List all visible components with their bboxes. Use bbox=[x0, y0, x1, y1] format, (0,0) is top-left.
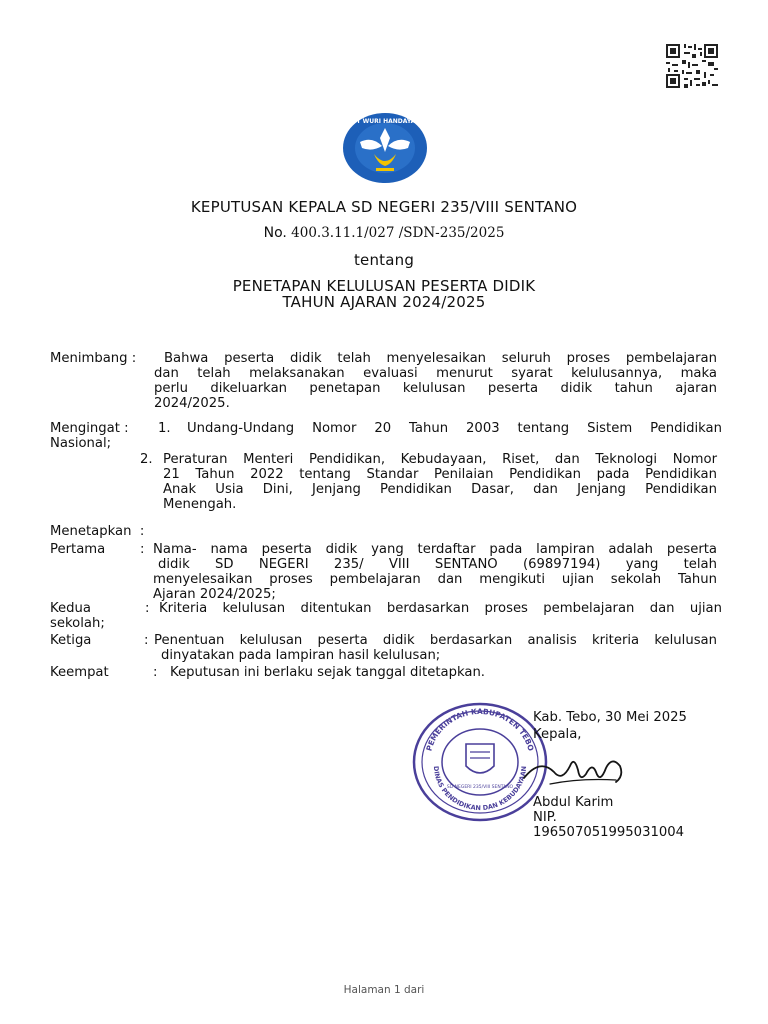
qr-code bbox=[666, 44, 718, 88]
kedua-sep: : bbox=[145, 601, 150, 616]
mengingat-item-1-num: 1. bbox=[158, 421, 171, 436]
mengingat-item-2-line-1: Peraturan Menteri Pendidikan, Kebudayaan, Riset, dan Teknologi Nomor bbox=[163, 452, 717, 467]
menimbang-line-3: perlu dikeluarkan penetapan kelulusan peserta didik tahun ajaran bbox=[154, 381, 717, 396]
document-number bbox=[0, 225, 768, 241]
mengingat-item-2-line-2: 21 Tahun 2022 tentang Standar Penilaian Pendidikan pada Pendidikan bbox=[163, 467, 717, 482]
kedua-line-1: Kriteria kelulusan ditentukan berdasarkan proses pembelajaran dan ujian bbox=[159, 601, 722, 616]
nip-value: 196507051995031004 bbox=[533, 825, 685, 840]
pertama-line-4: Ajaran 2024/2025; bbox=[153, 587, 276, 602]
mengingat-item-2-num: 2. bbox=[140, 452, 153, 467]
signature-place-date: Kab. Tebo, 30 Mei 2025 bbox=[533, 710, 687, 725]
menetapkan-label: Menetapkan : bbox=[50, 524, 145, 539]
stamp-center-text: SD NEGERI 235/VIII SENTANO bbox=[446, 785, 514, 790]
keempat-label: Keempat bbox=[50, 665, 109, 680]
signature-role: Kepala, bbox=[533, 727, 582, 742]
ketiga-line-2: dinyatakan pada lampiran hasil kelulusan; bbox=[161, 648, 441, 663]
ketiga-line-1: Penentuan kelulusan peserta didik berdasarkan analisis kriteria kelulusan bbox=[154, 633, 717, 648]
mengingat-item-1-line-2: Nasional; bbox=[50, 436, 112, 451]
pertama-line-1: Nama- nama peserta didik yang terdaftar pada lampiran adalah peserta bbox=[153, 542, 717, 557]
mengingat-item-1-line-1: Undang-Undang Nomor 20 Tahun 2003 tentang Sistem Pendidikan bbox=[187, 421, 722, 436]
handwritten-signature bbox=[520, 748, 630, 794]
pertama-line-3: menyelesaikan proses pembelajaran dan mengikuti ujian sekolah Tahun bbox=[153, 572, 717, 587]
pertama-line-2: didik SD NEGERI 235/ VIII SENTANO (69897194) yang telah bbox=[158, 557, 717, 572]
pertama-label: Pertama bbox=[50, 542, 106, 557]
menimbang-line-1: Bahwa peserta didik telah menyelesaikan seluruh proses pembelajaran bbox=[164, 351, 717, 366]
kedua-line-2: sekolah; bbox=[50, 616, 105, 631]
nip-label: NIP. bbox=[533, 810, 557, 825]
kedua-label: Kedua bbox=[50, 601, 91, 616]
document-title: KEPUTUSAN KEPALA SD NEGERI 235/VIII SENTANO bbox=[190, 198, 578, 216]
menimbang-label: Menimbang : bbox=[50, 351, 137, 366]
svg-text:TUT WURI HANDAYANI: TUT WURI HANDAYANI bbox=[347, 118, 423, 125]
number-prefix: No. bbox=[263, 225, 287, 241]
subject-line-1: PENETAPAN KELULUSAN PESERTA DIDIK bbox=[232, 277, 536, 295]
mengingat-item-2-line-4: Menengah. bbox=[163, 497, 237, 512]
menimbang-line-4: 2024/2025. bbox=[154, 396, 230, 411]
ketiga-sep: : bbox=[144, 633, 149, 648]
number-value: 400.3.11.1/027 /SDN-235/2025 bbox=[286, 225, 505, 241]
tut-wuri-handayani-logo bbox=[342, 112, 428, 184]
signatory-name: Abdul Karim bbox=[533, 795, 614, 810]
keempat-line-1: Keputusan ini berlaku sejak tanggal ditetapkan. bbox=[170, 665, 485, 680]
subject-line-2: TAHUN AJARAN 2024/2025 bbox=[282, 293, 486, 311]
stamp-text-top: PEMERINTAH KABUPATEN TEBO bbox=[424, 707, 536, 753]
keempat-sep: : bbox=[153, 665, 158, 680]
mengingat-item-2-line-3: Anak Usia Dini, Jenjang Pendidikan Dasar, dan Jenjang Pendidikan bbox=[163, 482, 717, 497]
about-label: tentang bbox=[353, 251, 415, 269]
menimbang-line-2: dan telah melaksanakan evaluasi menurut syarat kelulusannya, maka bbox=[154, 366, 717, 381]
stamp-text-bottom: DINAS PENDIDIKAN DAN KEBUDAYAAN bbox=[431, 765, 529, 813]
mengingat-label: Mengingat : bbox=[50, 421, 129, 436]
ketiga-label: Ketiga bbox=[50, 633, 92, 648]
page-footer: Halaman 1 dari bbox=[343, 984, 425, 996]
pertama-sep: : bbox=[140, 542, 145, 557]
